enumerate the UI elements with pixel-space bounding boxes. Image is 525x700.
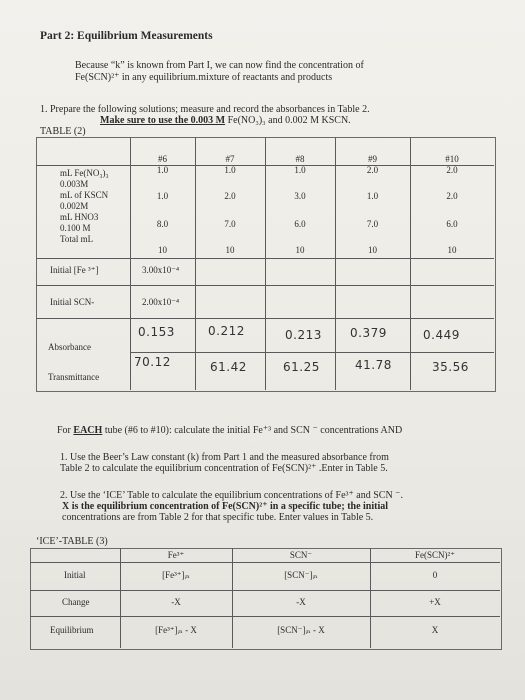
cell-value: 10 (295, 245, 305, 255)
ice-cell: [SCN⁻]ᵢₙ - X (277, 625, 325, 635)
absorbance-handwritten: 0.212 (208, 324, 245, 338)
table2-label: TABLE (2) (40, 126, 86, 137)
absorbance-label: Absorbance (48, 342, 91, 352)
intro-line-1: Because “k” is known from Part I, we can now find the concentration of (75, 60, 364, 71)
transmittance-handwritten: 61.42 (210, 360, 247, 374)
instruction-2-line-1: 2. Use the ‘ICE’ Table to calculate the equilibrium concentrations of Fe³⁺ and SCN ⁻. (60, 490, 403, 501)
initial-scn-value: 2.00x10⁻⁴ (142, 297, 180, 307)
ice-col-scn: SCN⁻ (289, 550, 313, 560)
absorbance-handwritten: 0.153 (138, 325, 175, 339)
row-label-total: Total mL (60, 234, 94, 244)
ice-cell: [Fe³⁺]ᵢₙ (162, 570, 190, 580)
initial-scn-label: Initial SCN- (50, 297, 95, 307)
cell-value: 1.0 (366, 191, 379, 201)
row-sublabel-hno3: 0.100 M (60, 223, 91, 233)
cell-value: 6.0 (294, 219, 306, 229)
instruction-1-line-1: 1. Use the Beer’s Law constant (k) from Part 1 and the measured absorbance from (60, 452, 389, 463)
cell-value: 6.0 (446, 219, 458, 229)
absorbance-handwritten: 0.449 (423, 328, 460, 342)
cell-value: 8.0 (156, 219, 169, 229)
cell-value: 1.0 (156, 191, 169, 201)
row-label-hno3: mL HNO3 (60, 212, 99, 222)
ice-col-fe: Fe³⁺ (167, 550, 185, 560)
step1-underlined: Make sure to use the 0.003 M (100, 115, 226, 126)
transmittance-handwritten: 61.25 (283, 360, 320, 374)
cell-value: 2.0 (446, 165, 458, 175)
cell-value: 1.0 (224, 165, 236, 175)
ice-row-equilibrium: Equilibrium (50, 625, 94, 635)
ice-cell: -X (171, 597, 181, 607)
row-label-fe: mL Fe(NO₃)₃ (60, 168, 109, 178)
cell-value: 3.0 (294, 191, 306, 201)
col-header-6: #6 (158, 154, 167, 164)
cell-value: 1.0 (156, 165, 169, 175)
cell-value: 1.0 (294, 165, 306, 175)
row-sublabel-fe: 0.003M (60, 179, 89, 189)
cell-value: 7.0 (366, 219, 379, 229)
col-header-10: #10 (445, 154, 459, 164)
ice-cell: -X (296, 597, 306, 607)
each-tube-instruction: For EACH tube (#6 to #10): calculate the initial Fe⁺³ and SCN ⁻ concentrations AND (57, 425, 403, 436)
step1-text: 1. Prepare the following solutions; measure and record the absorbances in Table 2. (40, 104, 370, 115)
ice-col-fescn: Fe(SCN)²⁺ (415, 550, 455, 560)
transmittance-handwritten: 35.56 (432, 360, 469, 374)
cell-value: 10 (225, 245, 235, 255)
ice-cell: 0 (432, 570, 438, 580)
intro-line-2: Fe(SCN)²⁺ in any equilibrium.mixture of reactants and products (75, 72, 333, 83)
col-header-8: #8 (295, 154, 305, 164)
cell-value: 7.0 (224, 219, 236, 229)
col-header-9: #9 (368, 154, 377, 164)
transmittance-label: Transmittance (48, 372, 100, 382)
absorbance-handwritten: 0.213 (285, 328, 322, 342)
absorbance-handwritten: 0.379 (350, 326, 387, 340)
ice-cell: [SCN⁻]ᵢₙ (284, 570, 318, 580)
ice-cell: [Fe³⁺]ᵢₙ - X (155, 625, 197, 635)
row-sublabel-kscn: 0.002M (60, 201, 89, 211)
cell-value: 2.0 (224, 191, 236, 201)
ice-cell: X (431, 625, 439, 635)
initial-fe-label: Initial [Fe ³⁺] (50, 265, 99, 275)
ice-cell: +X (429, 597, 441, 607)
step1-rest: Fe(NO₃)₃ and 0.002 M KSCN. (225, 115, 351, 126)
step1-note (100, 115, 351, 126)
instruction-1-line-2: Table 2 to calculate the equilibrium concentration of Fe(SCN)²⁺ .Enter in Table 5. (60, 463, 388, 474)
cell-value: 2.0 (366, 165, 379, 175)
row-label-kscn: mL of KSCN (60, 190, 109, 200)
page-title: Part 2: Equilibrium Measurements (40, 30, 213, 42)
transmittance-handwritten: 41.78 (355, 358, 392, 372)
ice-row-initial: Initial (64, 570, 86, 580)
transmittance-handwritten: 70.12 (134, 355, 171, 369)
initial-fe-value: 3.00x10⁻⁴ (142, 265, 180, 275)
instruction-2-line-2: X is the equilibrium concentration of Fe(SCN)²⁺ in a specific tube; the initial (62, 501, 389, 512)
instruction-2-line-3: concentrations are from Table 2 for that specific tube. Enter values in Table 5. (62, 512, 374, 523)
table3-label: ‘ICE’-TABLE (3) (36, 536, 108, 547)
cell-value: 10 (447, 245, 457, 255)
cell-value: 10 (368, 245, 377, 255)
cell-value: 10 (158, 245, 167, 255)
ice-row-change: Change (62, 597, 90, 607)
col-header-7: #7 (225, 154, 235, 164)
cell-value: 2.0 (446, 191, 458, 201)
